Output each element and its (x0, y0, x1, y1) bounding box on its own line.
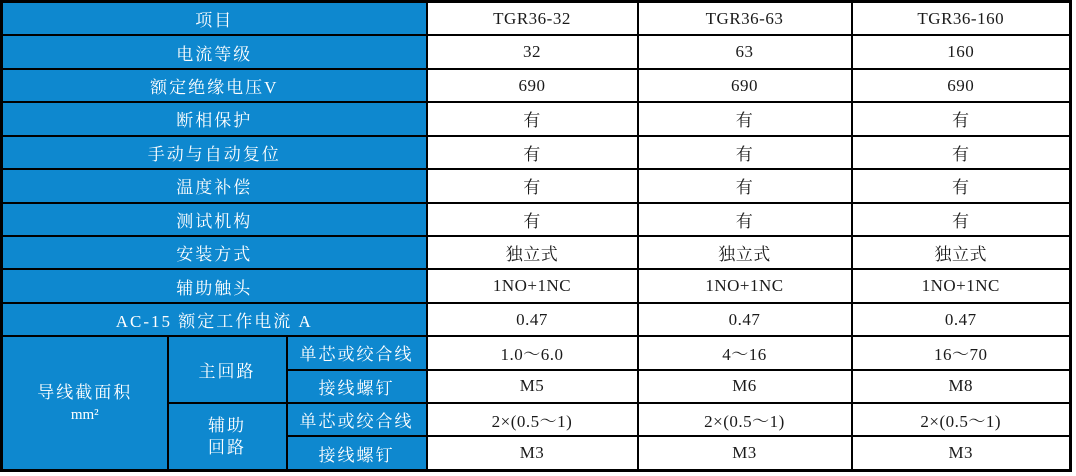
value-cell: 有 (638, 169, 852, 202)
value-cell: 690 (852, 69, 1071, 102)
table-row (2, 303, 1071, 336)
column-header-model-2: TGR36-63 (638, 2, 852, 36)
value-cell: 2×(0.5～1) (852, 403, 1071, 436)
aux-circuit-label-line1: 辅助 (208, 416, 246, 436)
column-header-item: 项目 (2, 2, 427, 36)
value-cell: 有 (638, 102, 852, 135)
row-label-cell: 温度补偿 (2, 169, 427, 202)
value-cell: 0.47 (638, 303, 852, 336)
row-label-cell: 手动与自动复位 (2, 136, 427, 169)
value-cell: 2×(0.5～1) (427, 403, 638, 436)
row-label-cell: AC-15 额定工作电流 A (2, 303, 427, 336)
header-row (2, 2, 1071, 36)
column-header-model-3: TGR36-160 (852, 2, 1071, 36)
column-header-model-1: TGR36-32 (427, 2, 638, 36)
value-cell: 有 (852, 169, 1071, 202)
value-cell: 1NO+1NC (427, 269, 638, 302)
table-row (2, 136, 1071, 169)
value-cell: M8 (852, 370, 1071, 403)
value-cell: 0.47 (852, 303, 1071, 336)
table-row (2, 102, 1071, 135)
value-cell: 独立式 (427, 236, 638, 269)
value-cell: 4～16 (638, 336, 852, 369)
value-cell: M5 (427, 370, 638, 403)
sub-row-label-cell: 单芯或绞合线 (287, 403, 427, 436)
wire-section-unit: mm² (70, 406, 99, 423)
aux-circuit-label-cell (168, 403, 287, 470)
row-label-cell: 额定绝缘电压V (2, 69, 427, 102)
value-cell: 690 (638, 69, 852, 102)
value-cell: 有 (427, 203, 638, 236)
value-cell: 0.47 (427, 303, 638, 336)
table-row (2, 69, 1071, 102)
value-cell: 有 (852, 136, 1071, 169)
value-cell: 2×(0.5～1) (638, 403, 852, 436)
value-cell: M3 (638, 436, 852, 470)
value-cell: 独立式 (852, 236, 1071, 269)
row-label-cell: 电流等级 (2, 35, 427, 68)
row-label-cell: 辅助触头 (2, 269, 427, 302)
table-row (2, 203, 1071, 236)
table-row (2, 336, 1071, 369)
table-row (2, 269, 1071, 302)
value-cell: 32 (427, 35, 638, 68)
value-cell: 有 (427, 169, 638, 202)
value-cell: 有 (427, 102, 638, 135)
value-cell: 有 (427, 136, 638, 169)
sub-row-label-cell: 接线螺钉 (287, 370, 427, 403)
value-cell: 独立式 (638, 236, 852, 269)
value-cell: 有 (852, 203, 1071, 236)
value-cell: 63 (638, 35, 852, 68)
value-cell: M3 (852, 436, 1071, 470)
sub-row-label-cell: 接线螺钉 (287, 436, 427, 470)
value-cell: M3 (427, 436, 638, 470)
value-cell: 有 (852, 102, 1071, 135)
table-row (2, 169, 1071, 202)
value-cell: M6 (638, 370, 852, 403)
row-label-cell: 安装方式 (2, 236, 427, 269)
table-row (2, 236, 1071, 269)
value-cell: 16～70 (852, 336, 1071, 369)
value-cell: 690 (427, 69, 638, 102)
row-label-cell: 测试机构 (2, 203, 427, 236)
value-cell: 有 (638, 136, 852, 169)
value-cell: 1NO+1NC (852, 269, 1071, 302)
main-circuit-label-cell: 主回路 (168, 336, 287, 403)
value-cell: 有 (638, 203, 852, 236)
row-label-cell: 断相保护 (2, 102, 427, 135)
sub-row-label-cell: 单芯或绞合线 (287, 336, 427, 369)
value-cell: 160 (852, 35, 1071, 68)
table-row (2, 35, 1071, 68)
wire-section-group-cell (2, 336, 168, 470)
value-cell: 1NO+1NC (638, 269, 852, 302)
aux-circuit-label-line2: 回路 (208, 437, 246, 457)
wire-section-group-label: 导线截面积 (37, 382, 133, 402)
value-cell: 1.0～6.0 (427, 336, 638, 369)
